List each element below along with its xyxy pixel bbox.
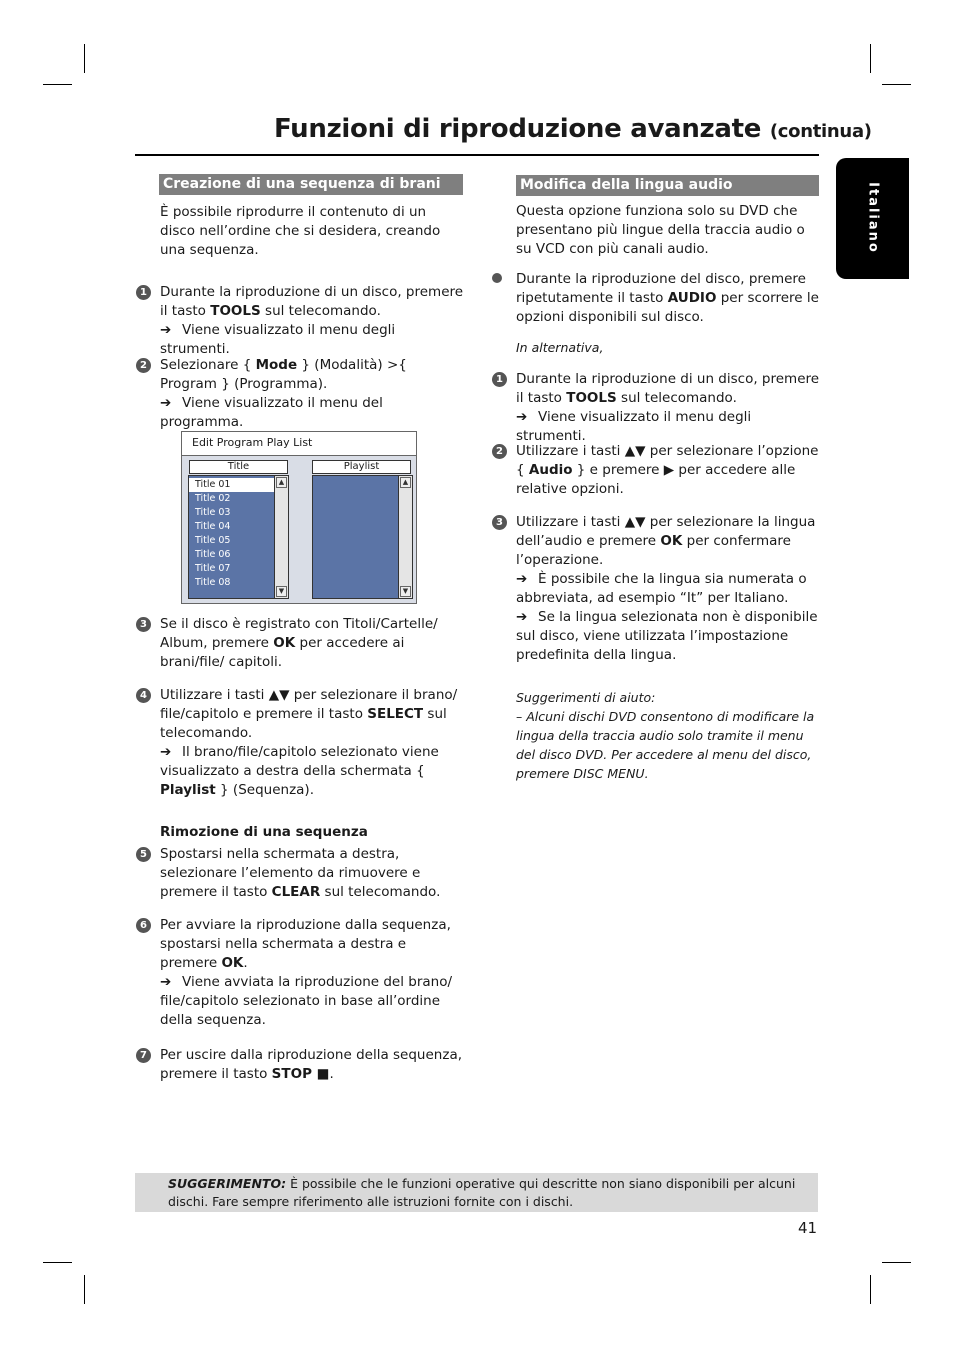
step-number: 3	[492, 515, 507, 530]
subheading-remove-sequence: Rimozione di una sequenza	[160, 824, 368, 840]
arrow-right-icon: ➔	[516, 571, 528, 587]
arrow-right-icon: ➔	[160, 744, 172, 760]
section-heading-audio: Modifica della lingua audio	[516, 175, 819, 196]
page-title	[274, 114, 872, 144]
scroll-down-icon[interactable]: ▼	[276, 586, 287, 597]
crop-mark	[43, 1262, 72, 1263]
left-intro: È possibile riprodurre il contenuto di un disco nell’ordine che si desidera, creando una sequenza.	[160, 204, 441, 258]
title-list-item[interactable]: Title 07	[195, 563, 231, 574]
right-intro: Questa opzione funziona solo su DVD che presentano più lingue della traccia audio o su VCD con più canali audio.	[516, 203, 805, 257]
arrow-right-icon: ➔	[516, 409, 528, 425]
left-step-4: Utilizzare i tasti ▲▼ per selezionare il brano/ file/capitolo e premere il tasto SELECT sul telecomando. ➔ Il brano/file/capitolo selezionato viene visualizzato a destra della schermata { Playlist } (Sequenza).	[160, 687, 458, 798]
arrow-right-icon: ➔	[516, 609, 528, 625]
scroll-up-icon[interactable]: ▲	[400, 477, 411, 488]
screen-header: Edit Program Play List	[182, 432, 416, 456]
tip-text: È possibile che le funzioni operative qui descritte non siano disponibili per alcuni dischi. Fare sempre riferimento alle istruzioni fornite con i dischi.	[168, 1176, 796, 1209]
crop-mark	[84, 1275, 85, 1304]
crop-mark	[870, 44, 871, 73]
title-list-item[interactable]: Title 04	[195, 521, 231, 532]
arrow-right-icon: ➔	[160, 395, 172, 411]
title-list-item[interactable]: Title 08	[195, 577, 231, 588]
step-number: 1	[136, 285, 151, 300]
language-tab-label: Italiano	[865, 182, 880, 254]
section-heading-sequence: Creazione di una sequenza di brani	[159, 174, 463, 195]
left-step-7: Per uscire dalla riproduzione della sequenza, premere il tasto STOP ■.	[160, 1047, 463, 1082]
title-list-item[interactable]: Title 01	[189, 478, 275, 492]
left-step-2: Selezionare { Mode } (Modalità) >{ Program } (Programma). ➔ Viene visualizzato il menu del programma.	[160, 357, 407, 430]
title-divider	[135, 154, 819, 156]
step-number: 7	[136, 1048, 151, 1063]
page-title-text: Funzioni di riproduzione avanzate	[274, 114, 762, 144]
title-list-item[interactable]: Title 03	[195, 507, 231, 518]
hints-box	[516, 688, 821, 783]
crop-mark	[84, 44, 85, 73]
step-number: 3	[136, 617, 151, 632]
tip-bar	[135, 1173, 818, 1212]
alternative-label: In alternativa,	[516, 340, 604, 355]
right-step-1: Durante la riproduzione di un disco, premere il tasto TOOLS sul telecomando. ➔ Viene visualizzato il menu degli strumenti.	[516, 371, 820, 444]
hints-title: Suggerimenti di aiuto:	[516, 690, 656, 705]
tip-label: SUGGERIMENTO:	[168, 1176, 287, 1191]
right-step-2: Utilizzare i tasti ▲▼ per selezionare l’opzione { Audio } e premere ▶ per accedere alle relative opzioni.	[516, 443, 819, 497]
playlist-scrollbar[interactable]	[398, 476, 412, 598]
right-bullet: Durante la riproduzione del disco, premere ripetutamente il tasto AUDIO per scorrere le opzioni disponibili sul disco.	[516, 271, 819, 325]
bullet-icon	[492, 273, 502, 283]
step-number: 1	[492, 372, 507, 387]
crop-mark	[882, 84, 911, 85]
crop-mark	[882, 1262, 911, 1263]
step-number: 5	[136, 847, 151, 862]
title-list-item[interactable]: Title 02	[195, 493, 231, 504]
arrow-right-icon: ➔	[160, 322, 172, 338]
step-number: 4	[136, 688, 151, 703]
program-menu-screen	[181, 431, 417, 604]
title-items	[189, 478, 275, 590]
step-number: 2	[136, 358, 151, 373]
page-number: 41	[798, 1219, 818, 1237]
step-number: 2	[492, 444, 507, 459]
arrow-right-icon: ➔	[160, 974, 172, 990]
page-title-continued: (continua)	[769, 121, 872, 142]
step-number: 6	[136, 918, 151, 933]
scroll-down-icon[interactable]: ▼	[400, 586, 411, 597]
scroll-up-icon[interactable]: ▲	[276, 477, 287, 488]
left-step-3: Se il disco è registrato con Titoli/Cartelle/ Album, premere OK per accedere ai brani/file/ capitoli.	[160, 616, 438, 670]
title-list-item[interactable]: Title 06	[195, 549, 231, 560]
hints-text: – Alcuni dischi DVD consentono di modificare la lingua della traccia audio solo tramite il menu del disco DVD. Per accedere al menu del disco, premere DISC MENU.	[516, 709, 815, 781]
playlist-column-label: Playlist	[312, 460, 411, 474]
left-step-6: Per avviare la riproduzione dalla sequenza, spostarsi nella schermata a destra e premere OK. ➔ Viene avviata la riproduzione del brano/ file/capitolo selezionato in base all’ordine della sequenza.	[160, 917, 453, 1028]
title-list-scrollbar[interactable]	[274, 476, 288, 598]
title-list[interactable]	[188, 475, 289, 599]
crop-mark	[870, 1275, 871, 1304]
left-step-5: Spostarsi nella schermata a destra, selezionare l’elemento da rimuovere e premere il tasto CLEAR sul telecomando.	[160, 846, 441, 900]
title-column-label: Title	[189, 460, 288, 474]
crop-mark	[43, 84, 72, 85]
title-list-item[interactable]: Title 05	[195, 535, 231, 546]
right-step-3: Utilizzare i tasti ▲▼ per selezionare la lingua dell’audio e premere OK per confermare l’operazione. ➔ È possibile che la lingua sia numerata o abbreviata, ad esempio “It” per Italiano. ➔ Se la lingua selezionata non è disponibile sul disco, viene utilizzata l’impostazione predefinita della lingua.	[516, 514, 818, 663]
left-step-1: Durante la riproduzione di un disco, premere il tasto TOOLS sul telecomando. ➔ Viene visualizzato il menu degli strumenti.	[160, 284, 464, 357]
language-tab	[836, 158, 909, 279]
playlist-list[interactable]	[312, 475, 413, 599]
